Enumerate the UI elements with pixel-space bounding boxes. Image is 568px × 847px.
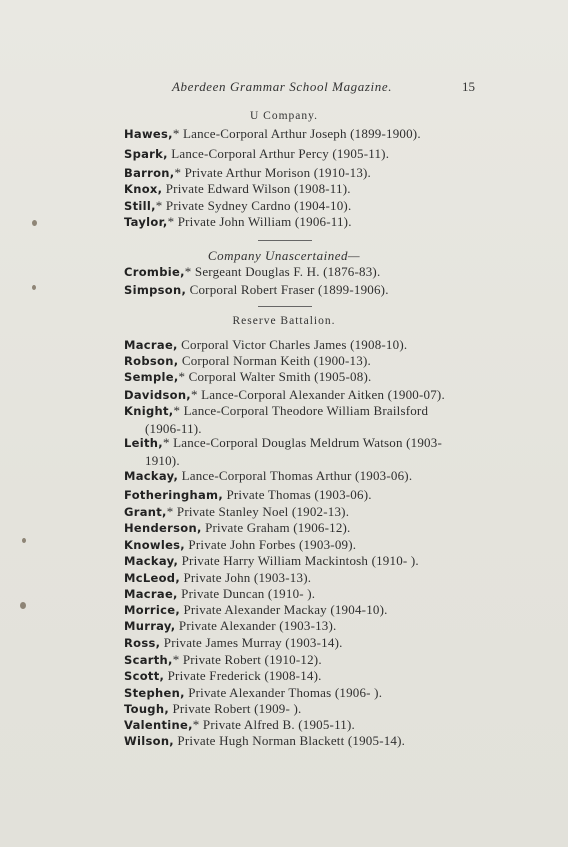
entry-text: Private Sydney Cardno (1904-10).: [162, 198, 352, 213]
surname: Taylor,: [124, 215, 168, 229]
entry-text: Private Graham (1906-12).: [201, 520, 351, 535]
surname: Semple,: [124, 370, 179, 384]
section-heading-company-unascertained: Company Unascertained—: [207, 248, 361, 263]
list-item: [124, 368, 484, 386]
surname: Scott,: [124, 669, 165, 683]
surname: Murray,: [124, 619, 176, 633]
list-item: [124, 467, 484, 485]
surname: Crombie,: [124, 265, 185, 279]
section-heading-reserve-battalion: Reserve Battalion.: [232, 315, 336, 327]
entry-text: Private Alexander Mackay (1904-10).: [180, 602, 388, 617]
entry-text: Corporal Victor Charles James (1908-10).: [177, 337, 408, 352]
star-mark: *: [173, 403, 181, 418]
list-item: [124, 281, 484, 299]
entry-text: Corporal Robert Fraser (1899-1906).: [186, 282, 389, 297]
list-item: [124, 486, 484, 504]
list-item: [124, 634, 484, 652]
star-mark: *: [174, 165, 182, 180]
entry-text: Private Frederick (1908-14).: [164, 668, 322, 683]
star-mark: *: [178, 369, 186, 384]
entry-text: Private Alexander (1903-13).: [175, 618, 337, 633]
surname: Tough,: [124, 702, 169, 716]
list-item: [124, 732, 484, 750]
entry-text: Lance-Corporal Thomas Arthur (1903-06).: [178, 468, 413, 483]
surname: Henderson,: [124, 521, 202, 535]
entry-text: Private Edward Wilson (1908-11).: [162, 181, 351, 196]
entry-text: Private Robert (1910-12).: [179, 652, 322, 667]
divider-rule: [258, 306, 312, 307]
list-item: [124, 145, 484, 163]
star-mark: *: [167, 214, 175, 229]
surname: Knowles,: [124, 538, 185, 552]
page-number: 15: [462, 79, 475, 94]
star-mark: *: [172, 126, 180, 141]
surname: Mackay,: [124, 469, 179, 483]
surname: McLeod,: [124, 571, 180, 585]
ink-blot: [22, 538, 26, 543]
entry-text: Private James Murray (1903-14).: [160, 635, 343, 650]
surname: Knight,: [124, 404, 174, 418]
entry-text: Lance-Corporal Arthur Percy (1905-11).: [167, 146, 390, 161]
list-item: [124, 263, 484, 281]
surname: Hawes,: [124, 127, 173, 141]
entry-text: Private Stanley Noel (1902-13).: [173, 504, 350, 519]
surname: Spark,: [124, 147, 168, 161]
divider-rule: [258, 240, 312, 241]
entry-text: Lance-Corporal Douglas Meldrum Watson (1903-: [169, 435, 442, 450]
list-item: [124, 519, 484, 537]
ink-blot: [32, 220, 37, 226]
star-mark: *: [155, 198, 163, 213]
surname: Davidson,: [124, 388, 191, 402]
star-mark: *: [184, 264, 192, 279]
entry-text: Private Robert (1909- ).: [169, 701, 302, 716]
surname: Barron,: [124, 166, 175, 180]
surname: Mackay,: [124, 554, 179, 568]
entry-text: Lance-Corporal Arthur Joseph (1899-1900).: [179, 126, 421, 141]
surname: Macrae,: [124, 587, 178, 601]
list-item: [124, 617, 484, 635]
surname: Scarth,: [124, 653, 173, 667]
surname: Simpson,: [124, 283, 187, 297]
entry-text: Corporal Norman Keith (1900-13).: [178, 353, 371, 368]
list-item: [124, 552, 484, 570]
list-item: [124, 125, 484, 143]
entry-text: Lance-Corporal Theodore William Brailsford: [180, 403, 429, 418]
surname: Morrice,: [124, 603, 181, 617]
star-mark: *: [166, 504, 174, 519]
entry-text: Lance-Corporal Alexander Aitken (1900-07).: [197, 387, 445, 402]
entry-text: Corporal Walter Smith (1905-08).: [185, 369, 372, 384]
surname: Fotheringham,: [124, 488, 224, 502]
star-mark: *: [192, 717, 200, 732]
magazine-title: Aberdeen Grammar School Magazine.: [172, 79, 393, 94]
list-item: [124, 180, 484, 198]
surname: Ross,: [124, 636, 161, 650]
surname: Stephen,: [124, 686, 185, 700]
section-heading-u-company: U Company.: [249, 110, 319, 122]
ink-blot: [20, 602, 26, 609]
surname: Valentine,: [124, 718, 193, 732]
star-mark: *: [190, 387, 198, 402]
surname: Wilson,: [124, 734, 174, 748]
ink-blot: [32, 285, 36, 290]
entry-text: Private John (1903-13).: [180, 570, 312, 585]
list-item: [124, 434, 484, 469]
surname: Leith,: [124, 436, 163, 450]
list-item: [124, 213, 484, 231]
surname: Macrae,: [124, 338, 178, 352]
list-item: [124, 667, 484, 685]
surname: Still,: [124, 199, 156, 213]
star-mark: *: [172, 652, 180, 667]
entry-continuation: (1906-11).: [145, 421, 202, 436]
surname: Knox,: [124, 182, 163, 196]
entry-text: Private Duncan (1910- ).: [177, 586, 316, 601]
entry-text: Private Thomas (1903-06).: [223, 487, 372, 502]
entry-text: Private Arthur Morison (1910-13).: [181, 165, 372, 180]
entry-text: Private Hugh Norman Blackett (1905-14).: [173, 733, 406, 748]
surname: Grant,: [124, 505, 167, 519]
entry-continuation: 1910).: [145, 453, 180, 468]
running-header: [0, 79, 568, 99]
list-item: [124, 402, 484, 437]
entry-text: Private Alfred B. (1905-11).: [199, 717, 355, 732]
entry-text: Sergeant Douglas F. H. (1876-83).: [191, 264, 381, 279]
entry-text: Private Alexander Thomas (1906- ).: [184, 685, 383, 700]
entry-text: Private Harry William Mackintosh (1910- ).: [178, 553, 419, 568]
entry-text: Private John Forbes (1903-09).: [184, 537, 357, 552]
star-mark: *: [162, 435, 170, 450]
surname: Robson,: [124, 354, 179, 368]
entry-text: Private John William (1906-11).: [174, 214, 352, 229]
